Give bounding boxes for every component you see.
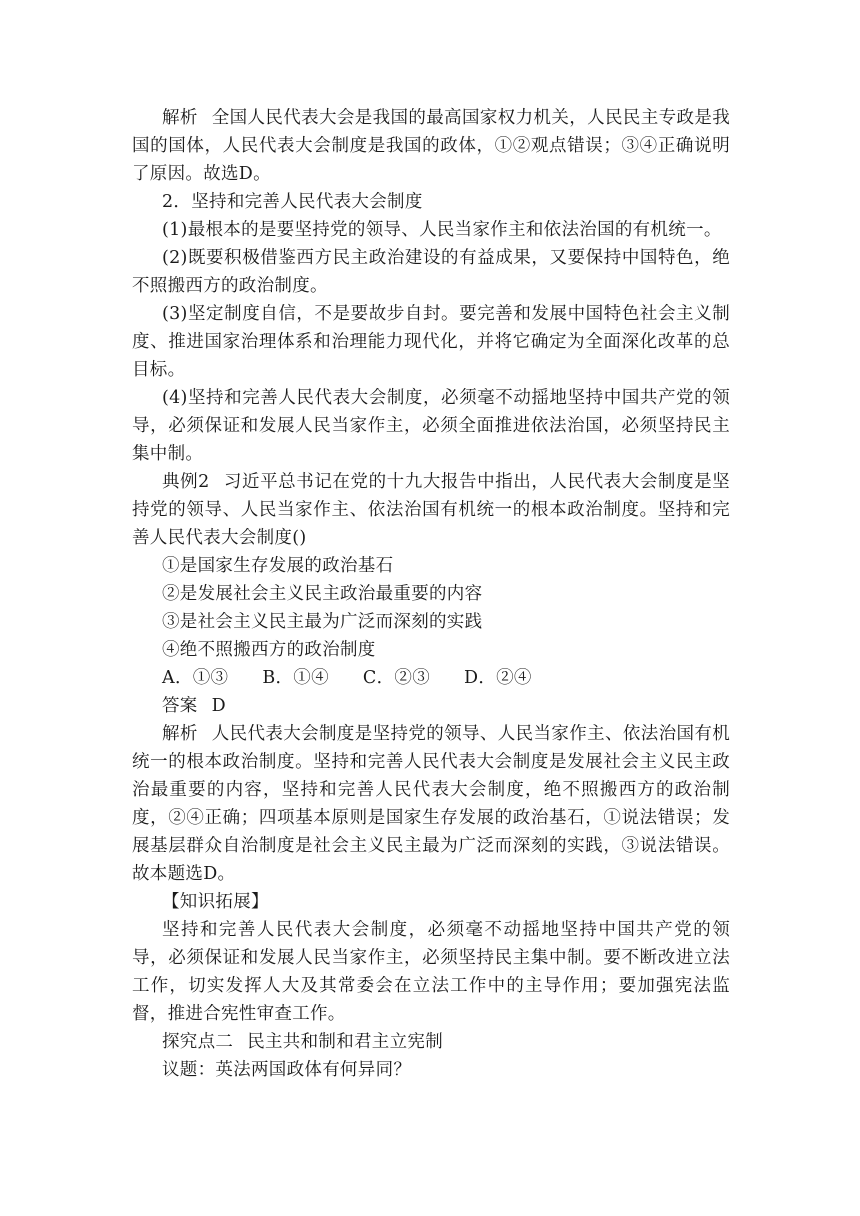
point-4: (4)坚持和完善人民代表大会制度，必须毫不动摇地坚持中国共产党的领导，必须保证和发展人民当家作主，必须全面推进依法治国，必须坚持民主集中制。 — [132, 388, 730, 464]
statement-item-1: ①是国家生存发展的政治基石 — [162, 556, 394, 576]
answer-options — [132, 664, 730, 692]
analysis-text: 全国人民代表大会是我国的最高国家权力机关，人民民主专政是我国的国体，人民代表大会制度是我国的政体，①②观点错误；③④正确说明了原因。故选D。 — [132, 108, 730, 184]
answer-line — [132, 692, 730, 720]
example-2-question — [132, 468, 730, 552]
topic-question: 议题：英法两国政体有何异同？ — [162, 1060, 412, 1080]
inquiry-label: 探究点二 — [162, 1032, 234, 1052]
point-3: (3)坚定制度自信，不是要故步自封。要完善和发展中国特色社会主义制度、推进国家治理体系和治理能力现代化，并将它确定为全面深化改革的总目标。 — [132, 304, 730, 380]
example-label: 典例2 — [162, 472, 210, 492]
inquiry-title: 民主共和制和君主立宪制 — [247, 1032, 444, 1052]
analysis-paragraph-2 — [132, 720, 730, 888]
statement-item-3: ③是社会主义民主最为广泛而深刻的实践 — [162, 612, 483, 632]
point-2: (2)既要积极借鉴西方民主政治建设的有益成果，又要保持中国特色，绝不照搬西方的政治制度。 — [132, 248, 730, 296]
option-c: C．②③ — [362, 668, 430, 688]
analysis-label-2: 解析 — [162, 724, 198, 744]
point-1: (1)最根本的是要坚持党的领导、人民当家作主和依法治国的有机统一。 — [162, 220, 722, 240]
statement-item-2: ②是发展社会主义民主政治最重要的内容 — [162, 584, 483, 604]
document-body — [132, 104, 730, 1084]
knowledge-extension-heading: 【知识拓展】 — [162, 892, 269, 912]
analysis-text-2: 人民代表大会制度是坚持党的领导、人民当家作主、依法治国有机统一的根本政治制度。坚持和完善人民代表大会制度是发展社会主义民主政治最重要的内容，坚持和完善人民代表大会制度，绝不照搬西方的政治制度，②④正确；四项基本原则是国家生存发展的政治基石，①说法错误；发展基层群众自治制度是社会主义民主最为广泛而深刻的实践，③说法错误。故本题选D。 — [132, 724, 730, 884]
inquiry-point-2-heading — [132, 1028, 730, 1056]
knowledge-extension-text: 坚持和完善人民代表大会制度，必须毫不动摇地坚持中国共产党的领导，必须保证和发展人民当家作主，必须坚持民主集中制。要不断改进立法工作，切实发挥人大及其常委会在立法工作中的主导作用；要加强宪法监督，推进合宪性审查工作。 — [132, 920, 730, 1024]
option-b: B．①④ — [262, 668, 329, 688]
analysis-paragraph-1 — [132, 104, 730, 188]
statement-item-4: ④绝不照搬西方的政治制度 — [162, 640, 376, 660]
option-d: D．②④ — [464, 668, 532, 688]
option-a: A．①③ — [162, 668, 229, 688]
analysis-label: 解析 — [162, 108, 198, 128]
section-heading-2: 2．坚持和完善人民代表大会制度 — [162, 192, 423, 212]
answer-value: D — [211, 696, 226, 716]
example-text: 习近平总书记在党的十九大报告中指出，人民代表大会制度是坚持党的领导、人民当家作主、依法治国有机统一的根本政治制度。坚持和完善人民代表大会制度() — [132, 472, 730, 548]
answer-label: 答案 — [162, 696, 198, 716]
